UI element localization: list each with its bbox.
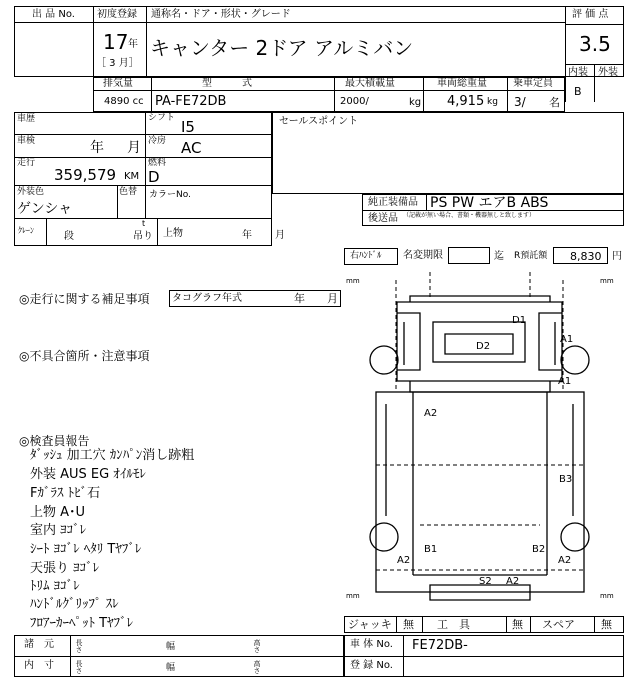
divider: [70, 635, 71, 677]
first-reg-year: 17: [103, 30, 129, 54]
first-reg-month: ［ 3 月］: [96, 58, 139, 69]
divider: [422, 616, 423, 633]
ac-value: AC: [181, 139, 202, 157]
color-change-label: 色替: [119, 187, 138, 197]
first-reg-label: 初度登録: [97, 9, 137, 20]
max-load-label: 最大積載量: [345, 78, 395, 89]
model-name: キャンター 2ドア アルミバン: [150, 36, 414, 60]
gross-weight-value: 4,915: [447, 94, 485, 109]
divider: [426, 194, 427, 210]
gross-weight-unit: kg: [487, 97, 498, 107]
divider: [565, 6, 566, 102]
lift-t-label: t: [142, 219, 146, 228]
later-note: （記載が無い場合、書類・機器無しと致します）: [403, 212, 536, 219]
yen-unit: 円: [612, 251, 622, 262]
interior-label: 内装: [568, 67, 588, 78]
damage-mark: B2: [532, 544, 546, 555]
shift-label: シフト: [148, 113, 176, 123]
displacement-value: 4890 cc: [104, 96, 144, 107]
damage-mark: S2: [479, 576, 492, 587]
score-label: 評 価 点: [572, 9, 609, 20]
rear-right-wheel: [561, 523, 589, 551]
damage-mark: A1: [560, 334, 574, 345]
interior-grade: B: [574, 85, 582, 98]
lift-label: 吊り: [133, 231, 153, 242]
year-unit: 年: [128, 39, 138, 50]
tool-value: 無: [512, 618, 523, 631]
length-label: 長さ: [75, 660, 83, 674]
damage-mark: A2: [506, 576, 520, 587]
inspection-label: 車検: [17, 136, 36, 146]
history-label: 車歴: [17, 114, 36, 124]
divider: [334, 77, 335, 112]
front-left-wheel: [370, 346, 398, 374]
inspection-year-unit: 年: [90, 140, 104, 156]
capacity-value: 3/: [514, 95, 526, 109]
crane-label: ｸﾚｰﾝ: [18, 226, 34, 235]
tachograph-year-unit: 年: [294, 292, 305, 305]
upper-month-unit: 月: [275, 230, 285, 241]
divider: [403, 635, 404, 677]
divider: [93, 90, 565, 91]
divider: [146, 6, 147, 77]
spare-value: 無: [601, 618, 612, 631]
dims-label: 諸 元: [24, 639, 54, 650]
divider: [14, 22, 565, 23]
mm-mark: mm: [346, 592, 360, 600]
damage-mark: A1: [558, 376, 572, 387]
damage-mark: A2: [424, 408, 438, 419]
divider: [507, 77, 508, 112]
report-line: ﾄﾘﾑ ﾖｺﾞﾚ: [30, 579, 80, 594]
chassis-label: 車 体 No.: [350, 639, 393, 650]
divider: [565, 24, 624, 25]
damage-mark: B3: [559, 474, 573, 485]
jack-value: 無: [403, 618, 414, 631]
exterior-label: 外装: [598, 67, 618, 78]
tachograph-month-unit: 月: [327, 292, 338, 305]
rear-left-wheel: [370, 523, 398, 551]
divider: [145, 112, 146, 185]
sales-point-label: セールスポイント: [279, 116, 359, 127]
report-line: 天張り ﾖｺﾞﾚ: [30, 561, 100, 576]
shift-value: I5: [181, 118, 195, 136]
equipment-label: 純正装備品: [368, 197, 418, 208]
damage-mark: A2: [558, 555, 572, 566]
divider: [14, 185, 272, 186]
report-line: ﾌﾛｱｰｶｰﾍﾟｯﾄ Tﾔﾌﾞﾚ: [30, 616, 134, 631]
divider: [594, 64, 595, 102]
score-value: 3.5: [579, 32, 611, 56]
recycle-amount: 8,830: [570, 250, 602, 263]
front-right-wheel: [561, 346, 589, 374]
name-change-input: [448, 247, 490, 264]
reg-label: 登 録 No.: [350, 660, 393, 671]
ac-label: 冷房: [148, 136, 167, 146]
tachograph-label: タコグラフ年式: [172, 293, 242, 304]
mileage-value: 359,579: [54, 166, 117, 184]
defects-label: ◎不具合箇所・注意事項: [19, 349, 150, 363]
mileage-unit: KM: [124, 171, 140, 182]
divider: [151, 77, 152, 112]
divider: [93, 6, 94, 77]
upper-year-unit: 年: [242, 230, 252, 241]
driving-notes-label: ◎走行に関する補足事項: [19, 292, 150, 306]
color-label: 外装色: [17, 187, 45, 197]
later-label: 後送品: [368, 213, 398, 224]
equipment-value: PS PW エアB ABS: [430, 195, 549, 211]
length-label: 長さ: [75, 639, 83, 653]
divider: [157, 218, 158, 246]
cab-roof: [410, 296, 550, 302]
chassis-value: FE72DB-: [412, 638, 468, 653]
damage-mark: B1: [424, 544, 438, 555]
divider: [46, 218, 47, 246]
inspector-report-label: ◎検査員報告: [19, 434, 90, 448]
displacement-label: 排気量: [103, 78, 133, 89]
height-label: 高さ: [253, 660, 261, 674]
divider: [344, 656, 624, 657]
divider: [14, 656, 344, 657]
vehicle-damage-diagram: [342, 270, 624, 615]
mileage-label: 走行: [17, 158, 36, 168]
width-label: 幅: [166, 642, 176, 652]
divider: [396, 616, 397, 633]
divider: [14, 134, 272, 135]
color-no-label: カラーNo.: [149, 190, 191, 200]
width-label: 幅: [166, 663, 176, 673]
upper-label: 上物: [163, 228, 183, 239]
max-load-value: 2000/: [340, 96, 369, 107]
mm-mark: mm: [346, 277, 360, 285]
divider: [145, 185, 146, 218]
capacity-unit: 名: [549, 96, 560, 109]
name-label: 通称名・ドア・形状・グレード: [151, 9, 291, 20]
report-line: 外装 AUS EG ｵｲﾙﾓﾚ: [30, 467, 146, 482]
divider: [14, 157, 272, 158]
gross-weight-label: 車両総重量: [437, 78, 487, 89]
divider: [117, 185, 118, 218]
report-line: Fｶﾞﾗｽ ﾄﾋﾞ石: [30, 486, 101, 501]
report-line: ﾀﾞｯｼｭ 加工穴 ｶﾝﾊﾟﾝ消し跡粗: [30, 448, 195, 463]
jack-label: ジャッキ: [348, 618, 392, 631]
fuel-label: 燃料: [148, 158, 167, 168]
divider: [594, 616, 595, 633]
divider: [423, 77, 424, 112]
report-line: 上物 A･U: [30, 505, 86, 520]
fuel-value: D: [148, 168, 160, 186]
damage-mark: D2: [476, 341, 491, 352]
color-value: ゲンシャ: [17, 201, 73, 217]
inner-dims-label: 内 寸: [24, 660, 54, 671]
step-label: 段: [64, 231, 74, 242]
model-type-value: PA-FE72DB: [155, 94, 227, 109]
report-line: ﾊﾝﾄﾞﾙｸﾞﾘｯﾌﾟ ｽﾚ: [30, 597, 119, 612]
name-change-day-label: 迄: [494, 251, 504, 262]
spare-label: スペア: [542, 618, 575, 631]
capacity-label: 乗車定員: [513, 78, 553, 89]
inspection-month-unit: 月: [127, 140, 141, 156]
divider: [506, 616, 507, 633]
report-line: 室内 ﾖｺﾞﾚ: [30, 523, 87, 538]
max-load-unit: kg: [409, 97, 422, 108]
height-label: 高さ: [253, 639, 261, 653]
divider: [530, 616, 531, 633]
report-line: ｼｰﾄ ﾖｺﾞﾚ ﾍﾀﾘ Tﾔﾌﾞﾚ: [30, 542, 142, 557]
model-type-label: 型 式: [202, 78, 252, 89]
damage-mark: D1: [512, 315, 527, 326]
lot-no-label: 出 品 No.: [32, 9, 75, 20]
recycle-label: R預託額: [514, 251, 548, 261]
mm-mark: mm: [600, 277, 614, 285]
tool-label: 工 具: [437, 618, 470, 631]
damage-mark: A2: [397, 555, 411, 566]
name-change-label: 名変期限: [403, 250, 443, 261]
steering-value: 右ﾊﾝﾄﾞﾙ: [350, 251, 382, 261]
mm-mark: mm: [600, 592, 614, 600]
